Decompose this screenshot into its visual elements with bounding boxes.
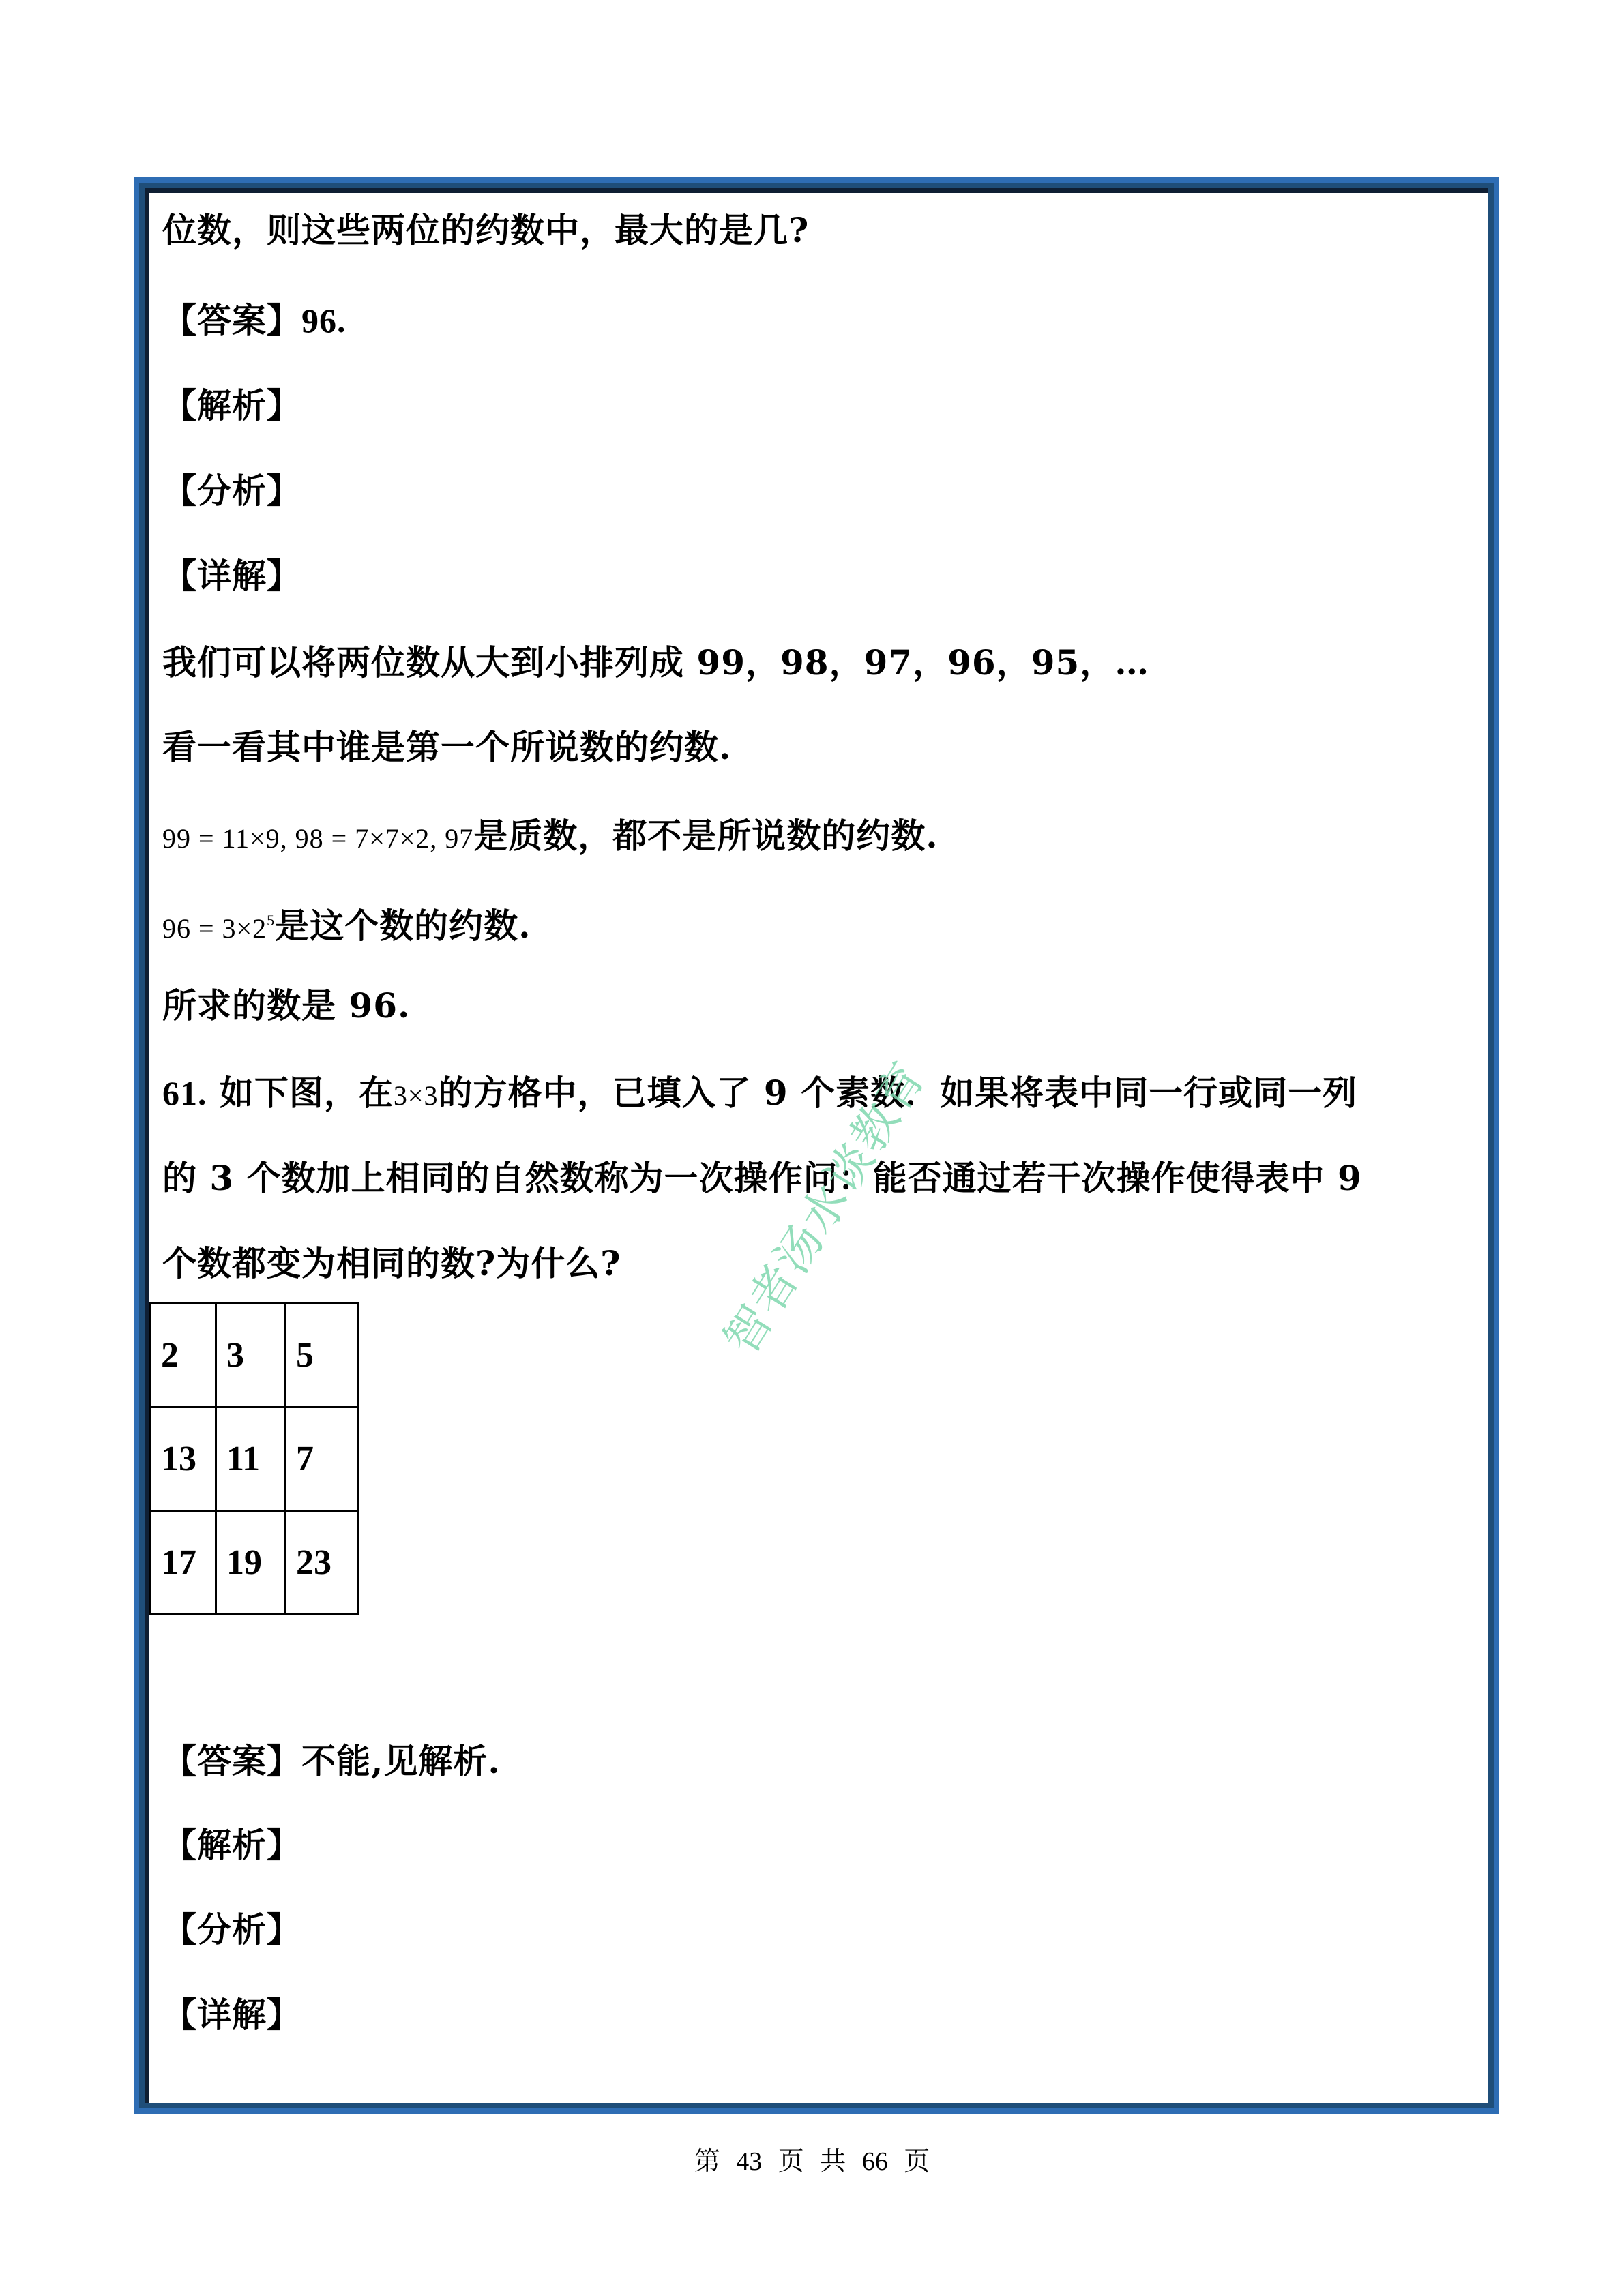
q60-answer xyxy=(162,300,346,341)
watermark-text: 智者汤水谈教育 xyxy=(713,1052,937,1365)
grid-cell: 19 xyxy=(216,1511,286,1615)
q60-xiangjie-label: 【详解】 xyxy=(162,556,301,596)
q60-jiexi-label: 【解析】 xyxy=(162,385,301,426)
grid-cell: 7 xyxy=(286,1407,358,1511)
q61-xiangjie-label: 【详解】 xyxy=(162,1995,301,2035)
q60-step-4 xyxy=(162,900,531,949)
answer-value: 96. xyxy=(301,301,346,340)
q61-line-3: 个数都变为相同的数?为什么? xyxy=(162,1243,621,1283)
grid-row xyxy=(151,1304,358,1407)
grid-cell: 13 xyxy=(151,1407,216,1511)
page-border-mid xyxy=(139,183,1494,2108)
page-content-area xyxy=(149,193,1488,2103)
q61-jiexi-label: 【解析】 xyxy=(162,1825,301,1865)
q61-fenxi-label: 【分析】 xyxy=(162,1909,301,1950)
grid-cell: 11 xyxy=(216,1407,286,1511)
grid-cell: 23 xyxy=(286,1511,358,1615)
grid-row xyxy=(151,1511,358,1615)
q61-answer xyxy=(162,1741,501,1782)
q61-line-1: 61. 如下图，在3×3的方格中，已填入了 9 个素数．如果将表中同一行或同一列 xyxy=(162,1073,1358,1113)
math-expression: $96 = 3\times 2^5$ xyxy=(162,912,276,944)
grid-cell: 3 xyxy=(216,1304,286,1407)
q60-step-2: 看一看其中谁是第一个所说数的约数. xyxy=(162,727,732,767)
question-number: 61. xyxy=(162,1074,207,1112)
q61-line-2: 的 3 个数加上相同的自然数称为一次操作问：能否通过若干次操作使得表中 9 xyxy=(162,1158,1362,1198)
answer-label: 【答案】 xyxy=(162,300,301,340)
q60-question-tail: 位数，则这些两位的约数中，最大的是几? xyxy=(162,210,810,250)
answer-label: 【答案】 xyxy=(162,1741,301,1781)
grid-cell: 2 xyxy=(151,1304,216,1407)
exponent: 5 xyxy=(267,912,276,929)
math-expression: 99 = 11×9, 98 = 7×7×2, 97 xyxy=(162,823,474,854)
page-number-footer: 第 43 页 共 66 页 xyxy=(694,2147,930,2176)
q60-step-5: 所求的数是 96. xyxy=(162,985,411,1026)
step-text: 是质数，都不是所说数的约数. xyxy=(473,816,939,856)
q60-step-3 xyxy=(162,816,939,859)
grid-cell: 5 xyxy=(286,1304,358,1407)
q60-step-1: 我们可以将两位数从大到小排列成 99，98，97，96，95，… xyxy=(162,642,1150,683)
grid-cell: 17 xyxy=(151,1511,216,1615)
grid-row xyxy=(151,1407,358,1511)
page-border-frame xyxy=(134,177,1499,2114)
math-3x3: 3×3 xyxy=(393,1080,439,1111)
step-text: 是这个数的约数. xyxy=(275,906,531,946)
page-border-inner xyxy=(145,188,1488,2103)
prime-grid-3x3 xyxy=(149,1302,359,1615)
answer-value: 不能,见解析. xyxy=(301,1741,501,1781)
q60-fenxi-label: 【分析】 xyxy=(162,471,301,511)
